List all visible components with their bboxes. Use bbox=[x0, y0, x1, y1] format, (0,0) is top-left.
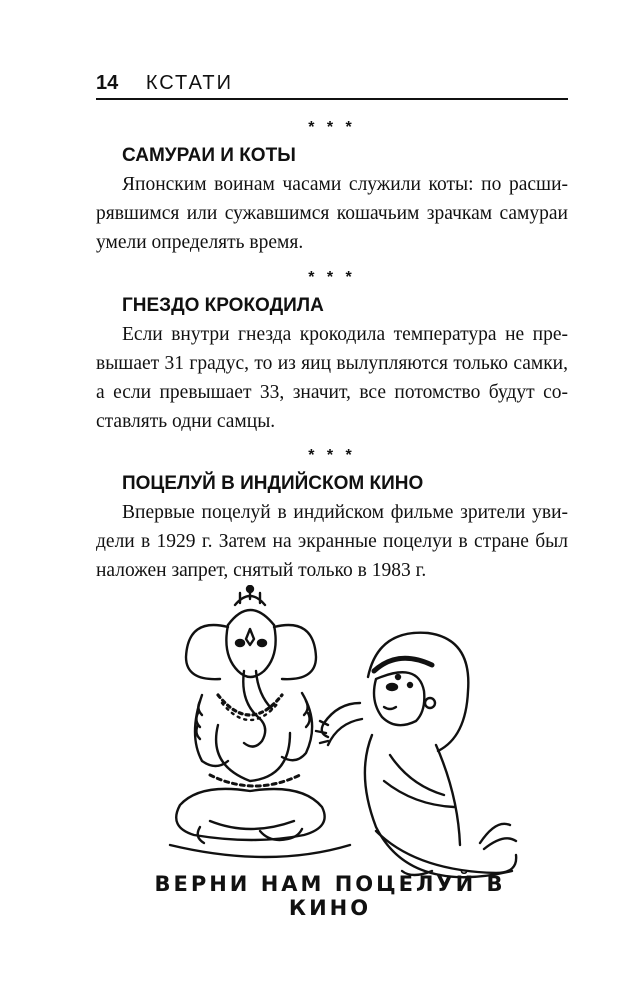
body-line: Японским воинам часами служили коты: по расши- bbox=[122, 174, 568, 195]
page-number: 14 bbox=[96, 72, 119, 94]
running-title: КСТАТИ bbox=[145, 72, 233, 94]
section-indian-cinema-kiss bbox=[96, 446, 568, 585]
section-separator: * * * bbox=[308, 447, 356, 464]
section-heading: САМУРАИ И КОТЫ bbox=[122, 145, 296, 166]
body-line: Впервые поцелуй в индийском фильме зрители уви- bbox=[122, 502, 568, 523]
section-crocodile-nest bbox=[96, 268, 568, 436]
body-line: а если превышает 33, значит, все потомство будут со- bbox=[96, 382, 568, 403]
section-separator: * * * bbox=[308, 119, 356, 136]
section-body bbox=[96, 320, 568, 436]
woman-figure bbox=[316, 633, 516, 878]
body-line: наложен запрет, снятый только в 1983 г. bbox=[96, 560, 427, 581]
body-line: умели определять время. bbox=[96, 232, 304, 253]
running-head bbox=[96, 72, 568, 100]
section-samurai-cats bbox=[96, 118, 568, 257]
ganesha-illustration bbox=[140, 585, 520, 915]
section-heading: ГНЕЗДО КРОКОДИЛА bbox=[122, 295, 324, 316]
section-body bbox=[96, 170, 568, 257]
body-line: рявшимся или сужавшимся кошачьим зрачкам самураи bbox=[96, 203, 568, 224]
body-line: ставлять одни самцы. bbox=[96, 411, 276, 432]
section-heading: ПОЦЕЛУЙ В ИНДИЙСКОМ КИНО bbox=[122, 473, 424, 494]
body-line: вышает 31 градус, то из яиц вылупляются только самки, bbox=[96, 353, 568, 374]
section-separator: * * * bbox=[308, 269, 356, 286]
section-body bbox=[96, 498, 568, 585]
body-line: дели в 1929 г. Затем на экранные поцелуи в стране был bbox=[96, 531, 568, 552]
illustration-caption: ВЕРНИ НАМ ПОЦЕЛУЙ В КИНО bbox=[154, 872, 506, 920]
body-line: Если внутри гнезда крокодила температура не пре- bbox=[122, 324, 568, 345]
